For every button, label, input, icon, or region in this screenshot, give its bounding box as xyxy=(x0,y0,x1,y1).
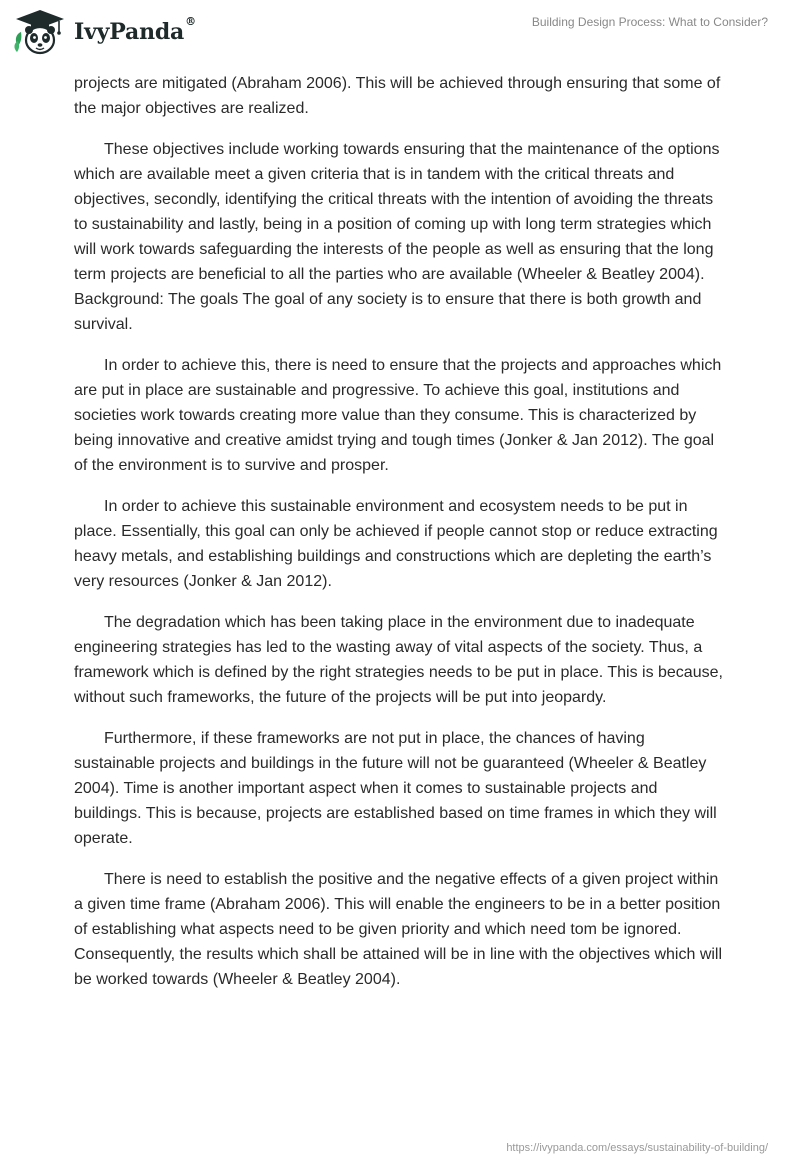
paragraph: The degradation which has been taking place in the environment due to inadequate engineering strategies has led to the wasting away of vital aspects of the society. Thus, a framework which is defined by the right strategies needs to be put in place. This is because, without such frameworks, the future of the projects will be put into jeopardy. xyxy=(74,614,723,706)
registered-mark: ® xyxy=(185,15,196,28)
paragraph: In order to achieve this, there is need to ensure that the projects and approaches which are put in place are sustainable and progressive. To achieve this goal, institutions and societies work towards creating more value than they consume. This is characterized by being innovative and creative amidst trying and tough times (Jonker & Jan 2012). The goal of the environment is to survive and prosper. xyxy=(74,357,722,474)
document-title: Building Design Process: What to Consider? xyxy=(531,15,768,29)
source-url[interactable]: https://ivypanda.com/essays/sustainability-of-building/ xyxy=(506,1142,768,1154)
paragraph: Furthermore, if these frameworks are not put in place, the chances of having sustainable projects and buildings in the future will not be guaranteed (Wheeler & Beatley 2004). Time is another important aspect when it comes to sustainable projects and buildings. This is because, projects are established based on time frames in which they will operate. xyxy=(74,730,717,847)
brand-name: IvyPanda® xyxy=(74,15,196,45)
paragraph: projects are mitigated (Abraham 2006). This will be achieved through ensuring that some of the major objectives are realized. xyxy=(74,75,721,117)
panda-graduate-icon xyxy=(12,8,68,56)
paragraph: These objectives include working towards ensuring that the maintenance of the options which are available meet a given criteria that is in tandem with the critical threats and objectives, secondly, identifying the critical threats with the intention of avoiding the threats to sustainability and lastly, being in a position of coming up with long term strategies which will work towards safeguarding the interests of the people as well as ensuring that the long term projects are beneficial to all the parties who are available (Wheeler & Beatley 2004). Background: The goals The goal of any society is to ensure that there is both growth and survival. xyxy=(74,141,720,333)
paragraph: In order to achieve this sustainable environment and ecosystem needs to be put in place. Essentially, this goal can only be achieved if people cannot stop or reduce extracting heavy metals, and establishing buildings and constructions which are depleting the earth’s very resources (Jonker & Jan 2012). xyxy=(74,498,718,590)
brand-logo[interactable] xyxy=(12,8,196,56)
paragraph: There is need to establish the positive and the negative effects of a given project within a given time frame (Abraham 2006). This will enable the engineers to be in a better position of establishing what aspects need to be given priority and which need tom be ignored. Consequently, the results which shall be attained will be in line with the objectives which will be worked towards (Wheeler & Beatley 2004). xyxy=(74,871,723,988)
essay-body xyxy=(74,71,726,1008)
page-header xyxy=(0,0,800,62)
